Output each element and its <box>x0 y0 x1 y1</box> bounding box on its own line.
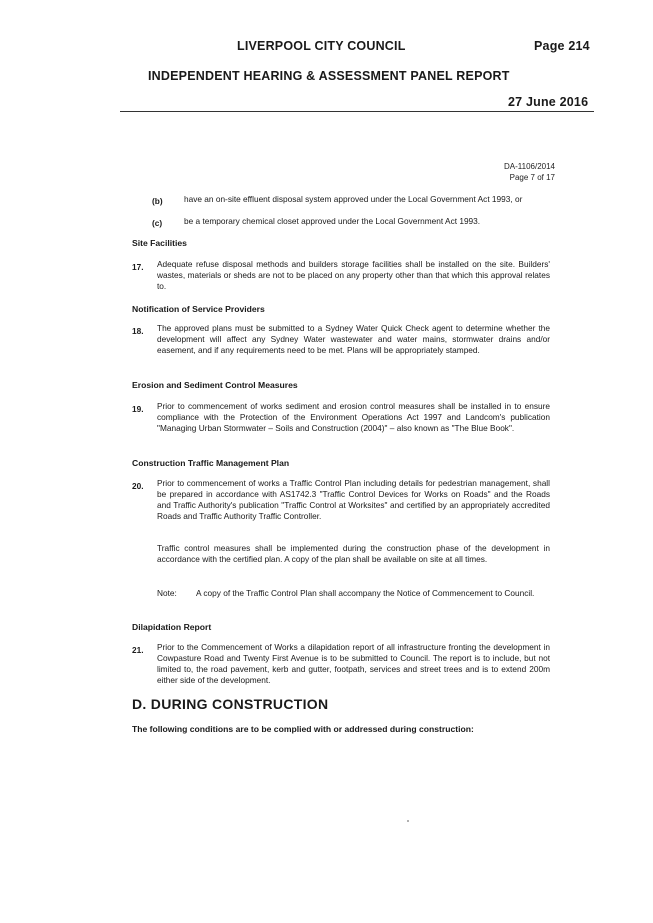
section-d-title: D. DURING CONSTRUCTION <box>132 696 329 712</box>
report-date: 27 June 2016 <box>508 95 589 109</box>
traffic-note-text: A copy of the Traffic Control Plan shall accompany the Notice of Commencement to Council. <box>196 588 535 598</box>
condition-20-number: 20. <box>132 481 144 491</box>
condition-19-text: Prior to commencement of works sediment and erosion control measures shall be installed in to ensure compliance with the Protection of the Environment Operations Act 1997 and Landcom's publication "Managing Urban Stormwater – Soils and Construction (2004)" – also known as "The Blue Book". <box>157 401 550 433</box>
heading-service-providers: Notification of Service Providers <box>132 304 265 314</box>
item-b-text: have an on-site effluent disposal system approved under the Local Government Act 1993, or <box>184 194 523 204</box>
condition-21-text: Prior to the Commencement of Works a dilapidation report of all infrastructure fronting the development in Cowpasture Road and Twenty First Avenue is to be submitted to Council. The report is to include, but not limited to, the road pavement, kerb and gutter, footpath, services and street trees and is to extend 200m either side of the development. <box>157 642 550 685</box>
council-name: LIVERPOOL CITY COUNCIL <box>237 39 406 53</box>
section-d-intro: The following conditions are to be complied with or addressed during construction: <box>132 724 474 734</box>
condition-18-number: 18. <box>132 326 144 336</box>
report-title: INDEPENDENT HEARING & ASSESSMENT PANEL REPORT <box>148 69 510 83</box>
page-number: Page 214 <box>534 39 590 53</box>
da-reference <box>504 161 555 183</box>
condition-17-number: 17. <box>132 262 144 272</box>
heading-erosion: Erosion and Sediment Control Measures <box>132 380 298 390</box>
item-b-label: (b) <box>152 196 163 206</box>
heading-dilapidation: Dilapidation Report <box>132 622 212 632</box>
condition-20-text: Prior to commencement of works a Traffic Control Plan including details for pedestrian management, shall be prepared in accordance with AS1742.3 "Traffic Control Devices for Works on Roads" and the Roads and Traffic Authority's publication "Traffic Control at Worksites" and certified by an appropriately accredited Roads and Traffic Authority Traffic Controller. <box>157 478 550 521</box>
header-rule <box>120 111 594 112</box>
condition-18-text: The approved plans must be submitted to a Sydney Water Quick Check agent to determine whether the development will affect any Sydney Water wastewater and water mains, stormwater drains and/or easement, and if any requirements need to be met. Plans will be appropriately stamped. <box>157 323 550 355</box>
item-c-label: (c) <box>152 218 163 228</box>
condition-21-number: 21. <box>132 645 144 655</box>
scan-speck <box>407 820 409 822</box>
condition-17-text: Adequate refuse disposal methods and builders storage facilities shall be installed on the site. Builders' wastes, materials or sheds are not to be placed on any property other than that which this approval relates to. <box>157 259 550 291</box>
condition-19-number: 19. <box>132 404 144 414</box>
heading-traffic: Construction Traffic Management Plan <box>132 458 290 468</box>
condition-20-text-2: Traffic control measures shall be implemented during the construction phase of the development in accordance with the certified plan. A copy of the plan shall be available on site at all times. <box>157 543 550 564</box>
da-number: DA-1106/2014 <box>504 162 555 171</box>
page-of: Page 7 of 17 <box>509 173 555 182</box>
traffic-note-label: Note: <box>157 588 177 598</box>
item-c-text: be a temporary chemical closet approved under the Local Government Act 1993. <box>184 216 481 226</box>
heading-site-facilities: Site Facilities <box>132 238 187 248</box>
